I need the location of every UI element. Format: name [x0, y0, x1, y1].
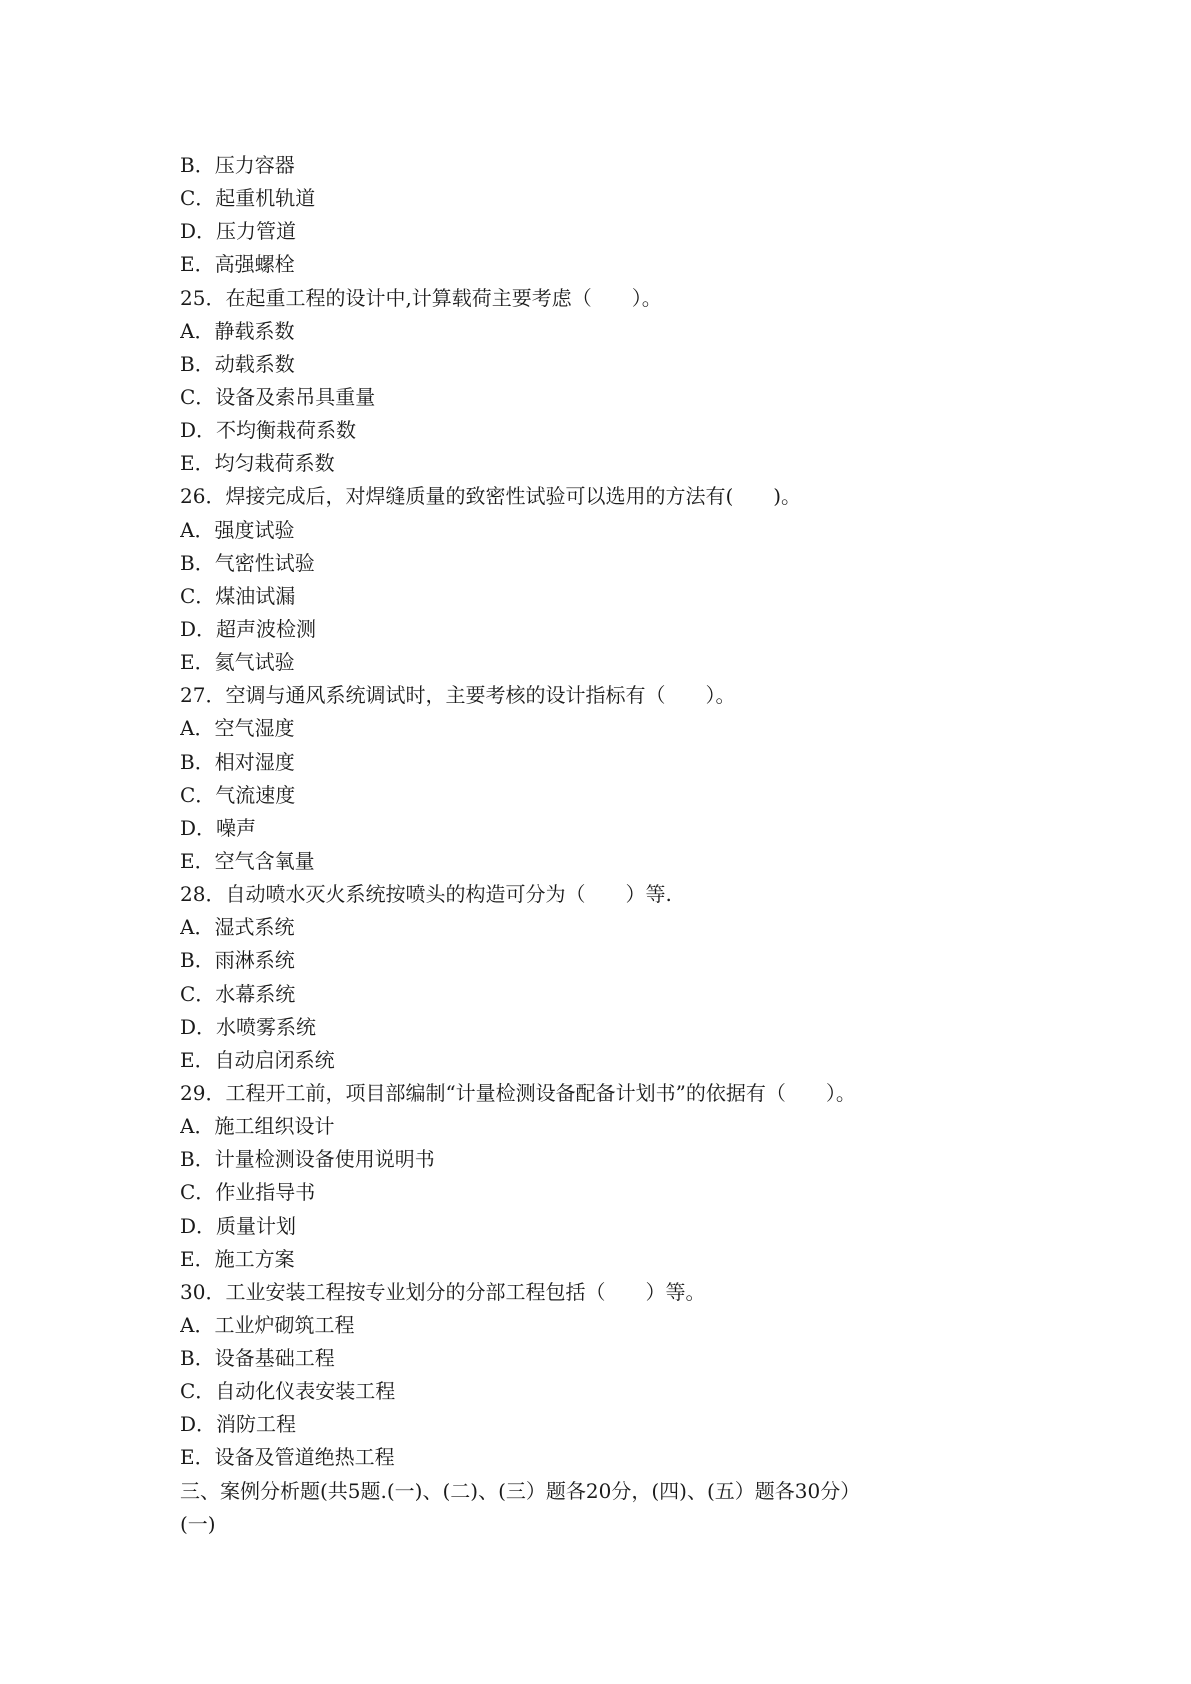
text-line: E．施工方案 [180, 1246, 295, 1271]
text-line: A．湿式系统 [180, 915, 295, 940]
text-line: E．空气含氧量 [180, 848, 315, 873]
text-line: B．压力容器 [180, 153, 295, 177]
text-line: C．作业指导书 [180, 1180, 316, 1205]
text-line: A．工业炉砌筑工程 [180, 1312, 355, 1337]
text-line: D．压力管道 [180, 219, 297, 244]
text-line: C．水幕系统 [180, 981, 296, 1006]
text-line: (一) [180, 1511, 216, 1536]
text-line: C．气流速度 [180, 782, 296, 807]
text-line: E．氦气试验 [180, 650, 295, 675]
text-line: D．水喷雾系统 [180, 1014, 317, 1039]
text-line: D．消防工程 [180, 1412, 297, 1437]
text-line: E．均匀栽荷系数 [180, 451, 335, 476]
text-line: D．噪声 [180, 815, 257, 840]
text-line: 30．工业安装工程按专业划分的分部工程包括（ ）等。 [180, 1279, 706, 1304]
text-line: D．不均衡栽荷系数 [180, 418, 357, 443]
text-line: C．设备及索吊具重量 [180, 384, 376, 409]
text-line: 25．在起重工程的设计中,计算载荷主要考虑（ ）。 [180, 285, 662, 310]
text-line: A．施工组织设计 [180, 1114, 335, 1139]
text-line: 27．空调与通风系统调试时，主要考核的设计指标有（ ）。 [180, 683, 736, 708]
text-line: B．设备基础工程 [180, 1346, 335, 1371]
text-line: 26．焊接完成后，对焊缝质量的致密性试验可以选用的方法有( )。 [180, 484, 802, 509]
text-line: D．质量计划 [180, 1213, 297, 1238]
text-line: B．动载系数 [180, 351, 295, 376]
text-line: 三、案例分析题(共5题.(一)、(二)、(三）题各20分，(四)、(五）题各30分） [180, 1478, 861, 1503]
text-line: 28．自动喷水灭火系统按喷头的构造可分为（ ）等. [180, 882, 672, 907]
text-line: B．计量检测设备使用说明书 [180, 1147, 435, 1172]
document-body [180, 149, 1080, 1541]
text-line: A．空气湿度 [180, 716, 295, 741]
text-line: 29．工程开工前，项目部编制“计量检测设备配备计划书”的依据有（ ）。 [180, 1080, 856, 1105]
text-line: C．起重机轨道 [180, 186, 316, 211]
text-line: A．静载系数 [180, 318, 295, 343]
text-line: B．气密性试验 [180, 550, 315, 575]
text-line: D．超声波检测 [180, 616, 317, 641]
text-line: A．强度试验 [180, 517, 295, 542]
text-line: C．自动化仪表安装工程 [180, 1379, 396, 1404]
text-line: B．雨淋系统 [180, 948, 295, 973]
text-line: E．高强螺栓 [180, 252, 295, 277]
text-line: E．设备及管道绝热工程 [180, 1445, 395, 1470]
text-line: E．自动启闭系统 [180, 1047, 335, 1072]
text-line: B．相对湿度 [180, 749, 295, 774]
text-line: C．煤油试漏 [180, 583, 296, 608]
